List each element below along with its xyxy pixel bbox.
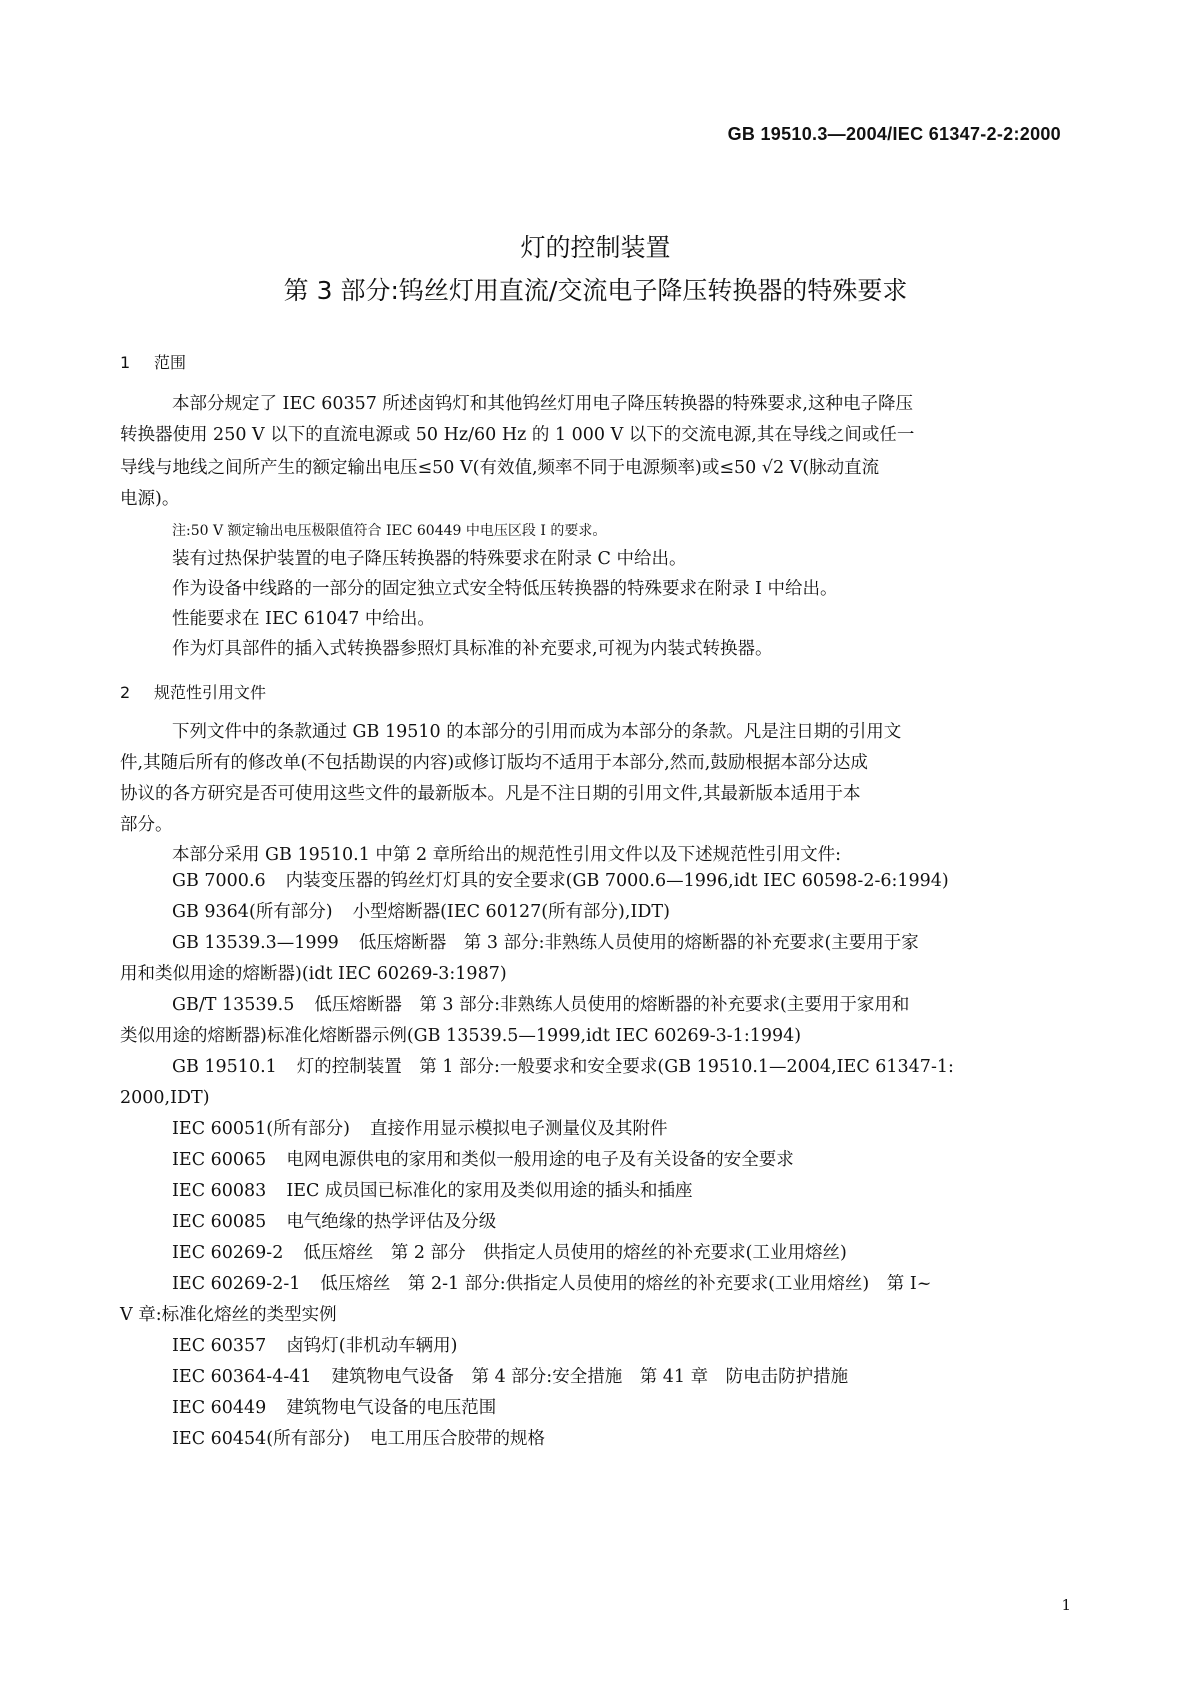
reference-item [120,866,1070,897]
text-line: 件,其随后所有的修改单(不包括勘误的内容)或修订版均不适用于本部分,然而,鼓励根据本部分达成 [120,753,868,773]
section-1-paragraph-1 [120,389,1070,515]
reference-code: IEC 60065 [172,1150,267,1170]
reference-code: IEC 60357 [172,1336,267,1356]
reference-code: IEC 60269-2 [172,1243,284,1263]
reference-title: 低压熔断器 第 3 部分:非熟练人员使用的熔断器的补充要求(主要用于家用和 [314,995,910,1015]
reference-code: IEC 60085 [172,1212,267,1232]
reference-continuation: 类似用途的熔断器)标准化熔断器示例(GB 13539.5—1999,idt IEC 60269-3-1:1994) [120,1026,802,1046]
reference-title: 卤钨灯(非机动车辆用) [286,1336,458,1356]
reference-item [120,1238,1070,1269]
reference-title: 低压熔丝 第 2 部分 供指定人员使用的熔丝的补充要求(工业用熔丝) [303,1243,847,1263]
section-2-paragraph-1 [120,717,1070,841]
page-number: 1 [1061,1596,1071,1614]
text-line: 转换器使用 250 V 以下的直流电源或 50 Hz/60 Hz 的 1 000 V 以下的交流电源,其在导线之间或任一 [120,425,915,445]
text-line: 导线与地线之间所产生的额定输出电压≤50 V(有效值,频率不同于电源频率)或≤50 √2 V(脉动直流 [120,458,880,478]
reference-item [120,897,1070,928]
reference-code: IEC 60051(所有部分) [172,1119,350,1139]
text-line: 本部分规定了 IEC 60357 所述卤钨灯和其他钨丝灯用电子降压转换器的特殊要求,这种电子降压 [172,394,913,414]
reference-item [120,1052,1070,1083]
reference-item [120,1207,1070,1238]
section-2-heading [120,680,266,703]
reference-title: 建筑物电气设备 第 4 部分:安全措施 第 41 章 防电击防护措施 [331,1367,849,1387]
reference-item [120,1114,1070,1145]
reference-title: 小型熔断器(IEC 60127(所有部分),IDT) [352,902,670,922]
reference-code: GB 7000.6 [172,871,266,891]
section-title: 范围 [154,353,187,372]
reference-code: GB 13539.3—1999 [172,933,339,953]
reference-item [120,1393,1070,1424]
paragraph: 性能要求在 IEC 61047 中给出。 [172,609,435,629]
section-number: 2 [120,683,131,702]
reference-item [120,1424,1070,1455]
reference-code: GB 9364(所有部分) [172,902,333,922]
reference-continuation: V 章:标准化熔丝的类型实例 [120,1305,337,1325]
reference-title: IEC 成员国已标准化的家用及类似用途的插头和插座 [286,1181,693,1201]
reference-title: 电网电源供电的家用和类似一般用途的电子及有关设备的安全要求 [286,1150,794,1170]
reference-item [120,1331,1070,1362]
reference-title: 建筑物电气设备的电压范围 [286,1398,497,1418]
reference-item [120,1269,1070,1300]
text-line: 协议的各方研究是否可使用这些文件的最新版本。凡是不注日期的引用文件,其最新版本适用于本 [120,784,861,804]
reference-continuation: 2000,IDT) [120,1088,210,1108]
document-subtitle: 第 3 部分:钨丝灯用直流/交流电子降压转换器的特殊要求 [283,276,908,305]
section-title: 规范性引用文件 [154,683,267,702]
reference-item [120,1176,1070,1207]
reference-code: IEC 60454(所有部分) [172,1429,350,1449]
reference-code: GB 19510.1 [172,1057,277,1077]
reference-code: IEC 60449 [172,1398,267,1418]
reference-title: 低压熔丝 第 2-1 部分:供指定人员使用的熔丝的补充要求(工业用熔丝) 第 I~ [320,1274,932,1294]
reference-code: IEC 60083 [172,1181,267,1201]
document-title: 灯的控制装置 [520,233,671,262]
reference-item [120,1362,1070,1393]
paragraph: 装有过热保护装置的电子降压转换器的特殊要求在附录 C 中给出。 [172,549,687,569]
reference-title: 直接作用显示模拟电子测量仪及其附件 [369,1119,668,1139]
section-number: 1 [120,353,131,372]
section-1-heading [120,350,186,373]
reference-title: 电气绝缘的热学评估及分级 [286,1212,497,1232]
reference-title: 内装变压器的钨丝灯灯具的安全要求(GB 7000.6—1996,idt IEC 60598-2-6:1994) [285,871,949,891]
reference-continuation: 用和类似用途的熔断器)(idt IEC 60269-3:1987) [120,964,507,984]
paragraph: 作为设备中线路的一部分的固定独立式安全特低压转换器的特殊要求在附录 I 中给出。 [172,579,838,599]
note: 注:50 V 额定输出电压极限值符合 IEC 60449 中电压区段 I 的要求。 [172,523,607,539]
paragraph: 作为灯具部件的插入式转换器参照灯具标准的补充要求,可视为内装式转换器。 [172,639,773,659]
reference-item [120,1145,1070,1176]
reference-code: IEC 60269-2-1 [172,1274,301,1294]
standard-code: GB 19510.3—2004/IEC 61347-2-2:2000 [727,124,1061,144]
reference-title: 低压熔断器 第 3 部分:非熟练人员使用的熔断器的补充要求(主要用于家 [358,933,919,953]
reference-item [120,990,1070,1021]
text-line: 电源)。 [120,489,180,509]
text-line: 下列文件中的条款通过 GB 19510 的本部分的引用而成为本部分的条款。凡是注日期的引用文 [172,722,902,742]
text-line: 部分。 [120,815,173,835]
reference-list [120,866,1070,1455]
reference-code: GB/T 13539.5 [172,995,295,1015]
reference-item [120,928,1070,959]
reference-title: 灯的控制装置 第 1 部分:一般要求和安全要求(GB 19510.1—2004,IEC 61347-1: [296,1057,954,1077]
reference-code: IEC 60364-4-41 [172,1367,312,1387]
reference-title: 电工用压合胶带的规格 [369,1429,545,1449]
paragraph: 本部分采用 GB 19510.1 中第 2 章所给出的规范性引用文件以及下述规范性引用文件: [172,845,842,865]
